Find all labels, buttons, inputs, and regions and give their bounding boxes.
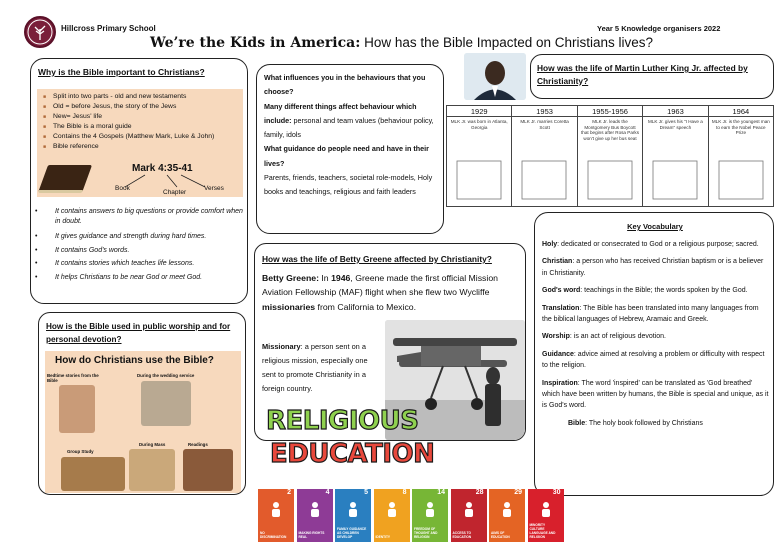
why-bible-panel: [30, 58, 248, 304]
timeline-column: [447, 106, 512, 206]
sdg-icon: [344, 500, 362, 518]
sdg-tile: [412, 489, 448, 542]
sdg-label: NO DISCRIMINATION: [260, 531, 287, 539]
fact-item: ■ Split into two parts - old and new testaments: [43, 92, 243, 102]
organiser-label: Year 5 Knowledge organisers 2022: [597, 24, 721, 33]
vocab-item: Bible: The holy book followed by Christians: [568, 419, 703, 427]
mlk-timeline: [446, 105, 774, 207]
vocab-item: Christian: a person who has received Christian baptism or is a believer in Christianity.: [542, 258, 764, 277]
sdg-icon: [383, 500, 401, 518]
worship-subtitle: How do Christians use the Bible?: [55, 355, 214, 366]
timeline-year: 1964: [709, 106, 773, 117]
timeline-caption: MLK Jr. gives his "I Have a Dream" speech: [648, 119, 703, 130]
fact-item: ■ Contains the 4 Gospels (Matthew Mark, Luke & John): [43, 132, 243, 142]
sdg-icon: [267, 500, 285, 518]
sdg-tile: [297, 489, 333, 542]
sdg-label: MAKING RIGHTS REAL: [298, 531, 325, 539]
bedtime-photo: [59, 385, 95, 433]
fact-item: ■ Bible reference: [43, 142, 243, 152]
readings-photo: [183, 449, 233, 491]
label-readings: Readings: [188, 442, 208, 447]
tree-icon: [26, 18, 54, 46]
timeline-year: 1929: [447, 106, 511, 117]
mlk-title: How was the life of Martin Luther King Jr. affected by Christianity?: [537, 63, 748, 86]
sdg-label: MINORITY CULTURE LANGUAGE AND RELIGION: [529, 523, 556, 539]
vocab-item: Translation: The Bible has been translated into many languages from the biblical languages of Hebrew, Aramaic and Greek.: [542, 304, 759, 324]
fact-item: ■ New= Jesus' life: [43, 112, 243, 122]
timeline-column: [709, 106, 773, 206]
sdg-number: 30: [552, 489, 561, 496]
reason-item: • It contains answers to big questions or provide comfort when in doubt.: [31, 207, 245, 226]
timeline-caption: MLK Jr. was born in Atlanta, Georgia: [450, 119, 508, 130]
mass-photo: [129, 449, 175, 491]
label-wedding: During the wedding service: [137, 373, 195, 378]
facts-box: [37, 89, 243, 197]
group-study-photo: [61, 457, 125, 491]
missionary-definition: Missionary: a person sent on a religious mission, especially one sent to promote Christianity in a foreign country.: [262, 342, 368, 393]
portrait-image: [464, 53, 526, 100]
sdg-label: FREEDOM OF THOUGHT AND RELIGION: [414, 527, 438, 539]
sdg-number: 8: [402, 489, 407, 496]
sdg-icon: [421, 500, 439, 518]
vocab-item: Holy: dedicated or consecrated to God or a religious purpose; sacred.: [542, 241, 759, 248]
school-name: Hillcross Primary School: [61, 24, 156, 33]
logo-line-2: EDUCATION: [270, 439, 435, 469]
logo-line-1: RELIGIOUS: [266, 406, 419, 436]
sdg-label: AIMS OF EDUCATION: [491, 531, 510, 539]
influences-panel: [256, 64, 444, 234]
vocab-item: Worship: is an act of religious devotion.: [542, 333, 666, 341]
timeline-year: 1955-1956: [578, 106, 642, 117]
sdg-icon: [498, 500, 516, 518]
sdg-tile: [489, 489, 525, 542]
timeline-caption: MLK Jr. leads the Montgomery Bus Boycott that begins after Rosa Parks won't give up her bus seat: [581, 119, 639, 141]
mlk-title-box: [530, 54, 774, 99]
sdg-number: 2: [287, 489, 291, 496]
sdg-number: 28: [475, 489, 484, 496]
ref-chapter-label: Chapter: [163, 189, 187, 196]
worship-image-box: [45, 351, 241, 493]
title-bold: We’re the Kids in America:: [150, 35, 361, 51]
sdg-number: 14: [437, 489, 445, 496]
timeline-illustration: [580, 153, 640, 203]
mlk-portrait: [464, 53, 526, 100]
sdg-tile: [374, 489, 410, 542]
timeline-illustration: [449, 153, 509, 203]
bible-reference: Mark 4:35-41: [132, 163, 193, 174]
vocab-item: Inspiration: The word 'inspired' can be translated as 'God breathed' which have been written by humans, the Bible is special and unique, as it is God's word.: [542, 379, 769, 410]
vocab-title: Key Vocabulary: [627, 222, 683, 231]
sdg-label: IDENTITY: [375, 535, 391, 539]
reason-item: • It contains God's words.: [31, 246, 245, 256]
sdg-tile: [528, 489, 564, 542]
sdg-label: FAMILY GUIDANCE AS CHILDREN DEVELOP: [337, 527, 367, 539]
sdg-icon: [537, 500, 555, 518]
reason-item: • It helps Christians to be near God or meet God.: [31, 273, 245, 283]
worship-panel: [38, 312, 246, 495]
reason-item: • It gives guidance and strength during hard times.: [31, 232, 245, 242]
label-bedtime: Bedtime stories from the Bible: [47, 373, 99, 383]
sdg-icon: [306, 500, 324, 518]
why-bible-title: Why is the Bible important to Christians?: [38, 67, 205, 77]
timeline-illustration: [645, 153, 705, 203]
religious-education-logo: [266, 405, 435, 471]
wedding-photo: [141, 381, 191, 426]
page-title: [150, 35, 653, 51]
bible-book-image: [38, 165, 92, 193]
ref-book-label: Book: [115, 185, 130, 192]
sdg-tile: [451, 489, 487, 542]
guidance-answer: Parents, friends, teachers, societal role-models, Holy books and teachings, religious and faith leaders: [264, 173, 433, 197]
sdg-tile: [258, 489, 294, 542]
sdg-number: 29: [514, 489, 522, 496]
sdg-number: 5: [364, 489, 368, 496]
ref-verses-label: Verses: [204, 185, 224, 192]
vocab-item: God's word: teachings in the Bible; the words spoken by the God.: [542, 287, 748, 295]
timeline-illustration: [514, 153, 574, 203]
sdg-number: 4: [325, 489, 330, 496]
betty-paragraph: Betty Greene: In 1946, Greene made the first official Mission Aviation Fellowship (MAF) flight when she flew two Wycliffe missionaries from California to Mexico.: [262, 273, 498, 312]
timeline-illustration: [711, 153, 771, 203]
timeline-caption: MLK Jr. marries Coretta Scott: [520, 119, 569, 130]
betty-title: How was the life of Betty Greene affected by Christianity?: [262, 254, 492, 264]
sdg-label: ACCESS TO EDUCATION: [452, 531, 472, 539]
timeline-year: 1953: [512, 106, 576, 117]
vocab-item: Guidance: advice aimed at resolving a problem or difficulty with respect to the religion.: [542, 350, 765, 370]
timeline-year: 1963: [643, 106, 707, 117]
vocab-panel: [534, 212, 774, 496]
sdg-icon: [460, 500, 478, 518]
title-question: How has the Bible Impacted on Christians lives?: [364, 35, 654, 50]
reason-item: • It contains stories which teaches life lessons.: [31, 259, 245, 269]
fact-item: ■ The Bible is a moral guide: [43, 122, 243, 132]
timeline-column: [643, 106, 708, 206]
school-logo: [24, 16, 56, 48]
label-group-study: Group Study: [67, 449, 94, 454]
timeline-column: [512, 106, 577, 206]
timeline-caption: MLK Jr. is the youngest man to earn the Nobel Peace Prize: [711, 119, 770, 136]
influences-question: What influences you in the behaviours that you choose?: [264, 73, 426, 97]
worship-title: How is the Bible used in public worship and for personal devotion?: [46, 322, 231, 344]
sdg-tile: [335, 489, 371, 542]
influences-answer: Many different things affect behaviour which include: personal and team values (behaviour policy, family, idols: [264, 101, 434, 140]
fact-item: ■ Old = before Jesus, the story of the Jews: [43, 102, 243, 112]
guidance-question: What guidance do people need and have in their lives?: [264, 144, 429, 168]
timeline-column: [578, 106, 643, 206]
label-mass: During Mass: [139, 442, 166, 447]
